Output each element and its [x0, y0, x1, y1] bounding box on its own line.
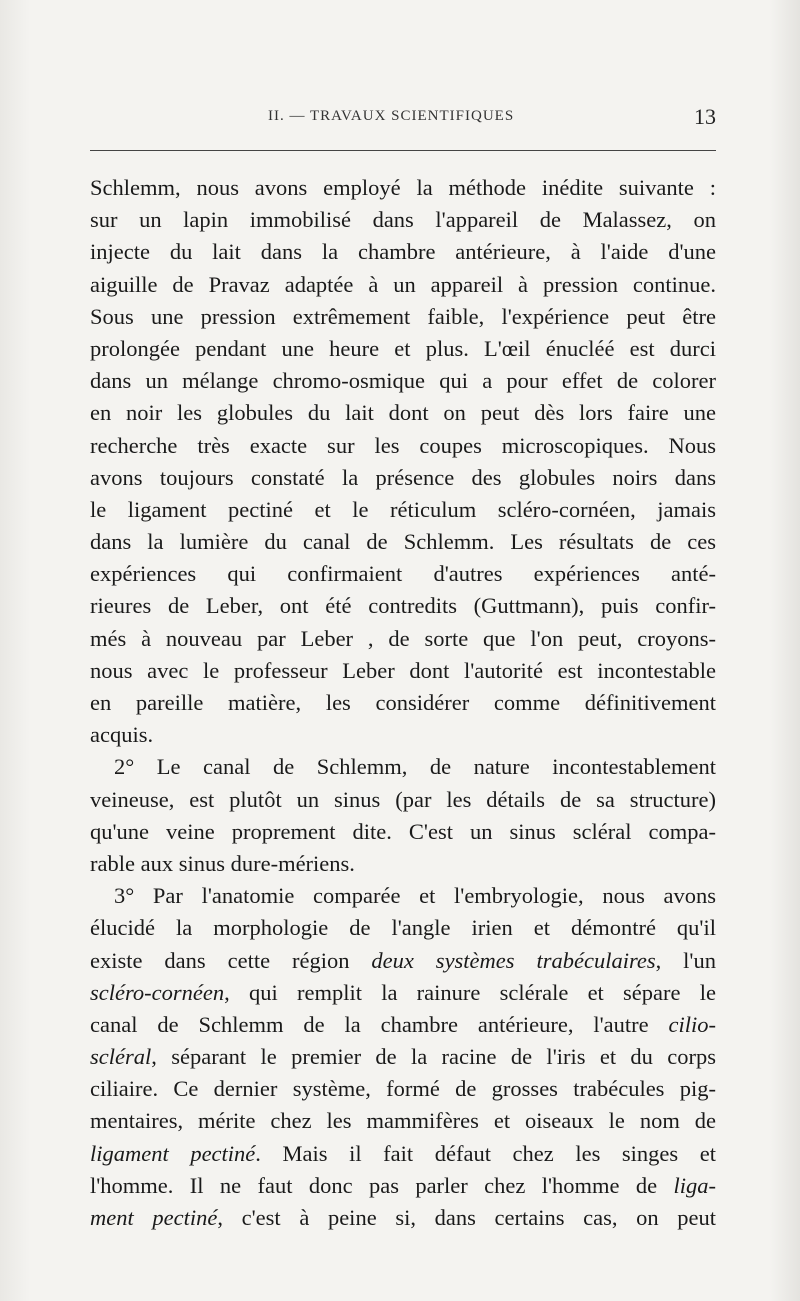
text-line [90, 1105, 716, 1137]
text-line [90, 912, 716, 944]
text-segment: aiguille de Pravaz adaptée à un appareil à pression continue. [90, 271, 716, 297]
text-line [90, 687, 716, 719]
text-line [90, 880, 716, 912]
header-rule [90, 150, 716, 151]
text-segment: mentaires, mérite chez les mammifères et oiseaux le nom de [90, 1108, 716, 1134]
text-segment: avons toujours constaté la présence des globules noirs dans [90, 464, 716, 490]
text-line [90, 301, 716, 333]
text-segment: dans la lumière du canal de Schlemm. Les résultats de ces [90, 529, 716, 555]
text-segment: rable aux sinus dure-mériens. [90, 850, 355, 876]
italic-text: scléral [90, 1044, 152, 1070]
text-line [90, 1009, 716, 1041]
text-line [90, 462, 716, 494]
text-segment: dans un mélange chromo-osmique qui a pour effet de colorer [90, 368, 716, 394]
text-line [90, 1202, 716, 1234]
text-segment: canal de Schlemm de la chambre antérieure, l'autre [90, 1011, 669, 1037]
text-line [90, 816, 716, 848]
text-segment: 3° Par l'anatomie comparée et l'embryologie, nous avons [114, 883, 716, 909]
text-line [90, 236, 716, 268]
text-line [90, 1041, 716, 1073]
text-segment: , c'est à peine si, dans certains cas, on peut [217, 1205, 716, 1230]
text-segment: , l'un [655, 947, 716, 973]
italic-text: scléro-cornéen [90, 979, 225, 1005]
text-segment: 2° Le canal de Schlemm, de nature incontestablement [114, 754, 716, 780]
text-segment: . Mais il fait défaut chez les singes et [255, 1140, 716, 1166]
text-segment: recherche très exacte sur les coupes microscopiques. Nous [90, 432, 716, 458]
text-segment: Sous une pression extrêmement faible, l'expérience peut être [90, 303, 716, 329]
text-line [90, 784, 716, 816]
text-segment: en noir les globules du lait dont on peut dès lors faire une [90, 400, 716, 426]
text-segment: Schlemm, nous avons employé la méthode inédite suivante : [90, 175, 716, 200]
text-line [90, 1138, 716, 1170]
text-line [90, 430, 716, 462]
text-segment: veineuse, est plutôt un sinus (par les détails de sa structure) [90, 786, 716, 812]
text-segment: élucidé la morphologie de l'angle irien et démontré qu'il [90, 915, 716, 941]
text-line [90, 590, 716, 622]
text-segment: més à nouveau par Leber , de sorte que l'on peut, croyons- [90, 625, 716, 651]
text-segment: en pareille matière, les considérer comme définitivement [90, 690, 716, 715]
text-segment: ciliaire. Ce dernier système, formé de grosses trabécules pig- [90, 1076, 716, 1102]
text-segment: existe dans cette région [90, 947, 372, 973]
text-line [90, 1170, 716, 1202]
italic-text: cilio- [668, 1011, 716, 1037]
text-line [90, 558, 716, 590]
text-segment: injecte du lait dans la chambre antérieure, à l'aide d'une [90, 239, 716, 265]
text-line [90, 365, 716, 397]
text-segment: acquis. [90, 722, 154, 748]
italic-text: ment pectiné [90, 1205, 218, 1230]
text-segment: nous avec le professeur Leber dont l'autorité est incontestable [90, 657, 716, 683]
text-line [90, 397, 716, 429]
text-line [90, 269, 716, 301]
text-segment: le ligament pectiné et le réticulum scléro-cornéen, jamais [90, 496, 716, 522]
text-line [90, 526, 716, 558]
text-line [90, 655, 716, 687]
text-line [90, 719, 716, 751]
text-segment: , séparant le premier de la racine de l'iris et du corps [151, 1044, 716, 1070]
page-number: 13 [694, 104, 716, 129]
italic-text: deux systèmes trabéculaires [371, 947, 656, 973]
text-line [90, 333, 716, 365]
text-line [90, 1073, 716, 1105]
text-line [90, 848, 716, 880]
text-line [90, 623, 716, 655]
text-segment: , qui remplit la rainure sclérale et sépare le [224, 979, 716, 1005]
text-line [90, 977, 716, 1009]
running-head [90, 104, 716, 134]
text-line [90, 172, 716, 204]
text-segment: prolongée pendant une heure et plus. L'œil énucléé est durci [90, 335, 716, 361]
italic-text: liga- [673, 1172, 716, 1198]
text-line [90, 751, 716, 783]
text-segment: l'homme. Il ne faut donc pas parler chez l'homme de [90, 1172, 674, 1198]
text-segment: qu'une veine proprement dite. C'est un sinus scléral compa- [90, 818, 716, 844]
text-line [90, 945, 716, 977]
text-line [90, 494, 716, 526]
body-text [90, 172, 716, 1234]
italic-text: ligament pectiné [90, 1140, 256, 1166]
text-segment: sur un lapin immobilisé dans l'appareil de Malassez, on [90, 207, 716, 233]
text-segment: rieures de Leber, ont été contredits (Guttmann), puis confir- [90, 593, 716, 619]
text-segment: expériences qui confirmaient d'autres expériences anté- [90, 561, 716, 587]
text-line [90, 204, 716, 236]
running-title: II. — TRAVAUX SCIENTIFIQUES [268, 108, 515, 124]
